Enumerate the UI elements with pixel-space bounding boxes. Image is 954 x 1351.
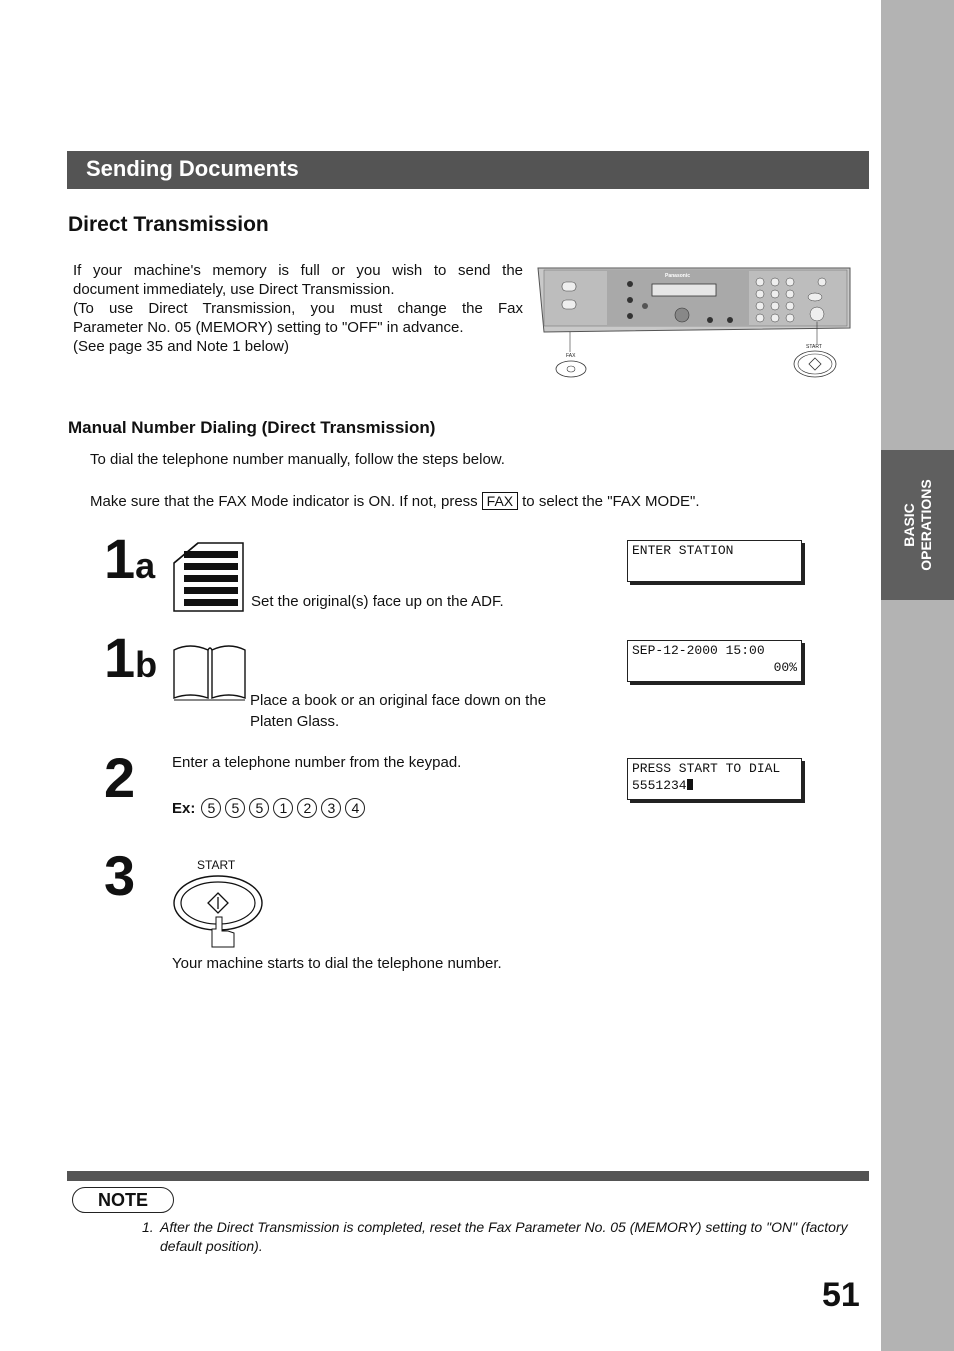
instruction-line: To dial the telephone number manually, follow the steps below. bbox=[90, 451, 505, 468]
cursor-block-icon bbox=[687, 779, 693, 790]
note-number: 1. bbox=[142, 1219, 154, 1235]
start-label: START bbox=[197, 858, 236, 872]
instruction-text: to select the "FAX MODE". bbox=[522, 493, 700, 510]
control-panel-illustration bbox=[532, 262, 854, 382]
example-label: Ex: bbox=[172, 799, 196, 817]
lcd-line: 00% bbox=[773, 660, 797, 675]
section-tab-line2: OPERATIONS bbox=[918, 479, 934, 571]
step-3-text: Your machine starts to dial the telephone number. bbox=[172, 955, 502, 972]
lcd-line: PRESS START TO DIAL bbox=[632, 761, 781, 776]
instruction-text: Make sure that the FAX Mode indicator is ON. If not, press bbox=[90, 493, 478, 510]
step-1b-number: 1b bbox=[104, 626, 158, 689]
section-tab-label bbox=[901, 479, 935, 571]
section-tab-line1: BASIC bbox=[901, 503, 917, 547]
digit-key-icon: 2 bbox=[297, 798, 317, 818]
page-number: 51 bbox=[822, 1276, 860, 1314]
panel-start-label: START bbox=[806, 344, 822, 350]
lcd-line: SEP-12-2000 15:00 bbox=[632, 643, 765, 658]
digit-key-icon: 4 bbox=[345, 798, 365, 818]
step-1a-text: Set the original(s) face up on the ADF. bbox=[251, 593, 504, 610]
step-1b-line: Place a book or an original face down on the bbox=[250, 692, 547, 709]
lcd-line: 5551234 bbox=[632, 778, 687, 793]
fax-key-label: FAX bbox=[482, 492, 518, 510]
fax-mode-instruction bbox=[90, 492, 700, 510]
digit-key-icon: 5 bbox=[201, 798, 221, 818]
subsection-title: Manual Number Dialing (Direct Transmission) bbox=[68, 418, 436, 437]
example-digits bbox=[172, 798, 369, 818]
panel-fax-label: FAX bbox=[566, 353, 576, 359]
intro-paragraph bbox=[73, 261, 523, 356]
panel-brand: Panasonic bbox=[665, 273, 691, 279]
digit-key-icon: 1 bbox=[273, 798, 293, 818]
note-body: After the Direct Transmission is completed, reset the Fax Parameter No. 05 (MEMORY) setting to "ON" (factory default position). bbox=[160, 1219, 848, 1254]
lcd-line: ENTER STATION bbox=[632, 543, 734, 558]
start-button-press-icon bbox=[172, 873, 264, 949]
note-divider bbox=[67, 1171, 869, 1181]
section-title: Direct Transmission bbox=[68, 213, 269, 236]
step-1a-number: 1a bbox=[104, 527, 156, 590]
step-3-number: 3 bbox=[104, 844, 136, 907]
side-thumb-bar bbox=[881, 0, 954, 1351]
lcd-display-1b bbox=[627, 640, 802, 682]
start-button-icon bbox=[794, 351, 836, 377]
digit-key-icon: 3 bbox=[321, 798, 341, 818]
open-book-icon bbox=[172, 640, 248, 702]
fax-button-icon bbox=[556, 361, 586, 377]
digit-key-icon: 5 bbox=[249, 798, 269, 818]
intro-line: document immediately, use Direct Transmission. bbox=[73, 281, 395, 298]
intro-line: If your machine's memory is full or you wish to send the bbox=[73, 262, 523, 279]
step-1b-line: Platen Glass. bbox=[250, 713, 340, 730]
lcd-display-2 bbox=[627, 758, 802, 800]
intro-line: Parameter No. 05 (MEMORY) setting to "OFF" in advance. bbox=[73, 319, 464, 336]
intro-line: (See page 35 and Note 1 below) bbox=[73, 338, 289, 355]
intro-line: (To use Direct Transmission, you must change the Fax bbox=[73, 300, 523, 317]
digit-key-icon: 5 bbox=[225, 798, 245, 818]
note-badge: NOTE bbox=[72, 1187, 174, 1213]
step-2-number: 2 bbox=[104, 746, 136, 809]
step-1b-text bbox=[250, 690, 546, 732]
note-item bbox=[142, 1218, 872, 1256]
adf-document-icon bbox=[172, 541, 246, 613]
chapter-title: Sending Documents bbox=[86, 156, 299, 181]
lcd-display-1a bbox=[627, 540, 802, 582]
step-2-text: Enter a telephone number from the keypad. bbox=[172, 754, 462, 771]
